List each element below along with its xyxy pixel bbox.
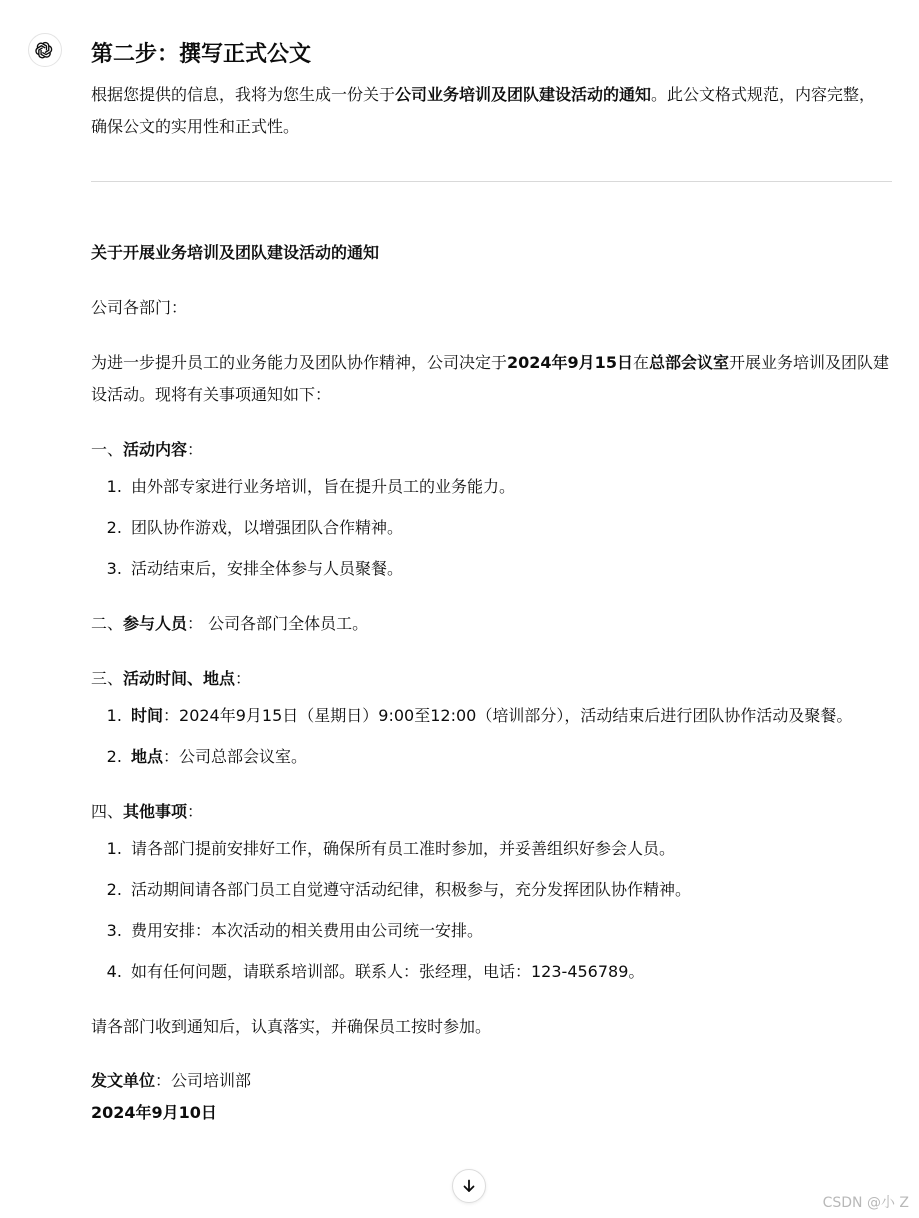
list-item: 2. 团队协作游戏，以增强团队合作精神。 bbox=[127, 512, 891, 544]
activity-content-list bbox=[91, 471, 891, 585]
list-item: 1. 由外部专家进行业务培训，旨在提升员工的业务能力。 bbox=[127, 471, 891, 503]
list-item: 4. 如有任何问题，请联系培训部。联系人：张经理，电话：123-456789。 bbox=[127, 956, 891, 988]
arrow-down-icon bbox=[461, 1178, 477, 1194]
divider bbox=[91, 181, 892, 182]
notice-issuer: 发文单位：公司培训部 bbox=[91, 1071, 252, 1090]
intro-suffix: 。此公文格式规范，内容完整，确保公文的实用性和正式性。 bbox=[91, 85, 876, 136]
notice-title: 关于开展业务培训及团队建设活动的通知 bbox=[91, 243, 380, 262]
list-item: 2. 地点：公司总部会议室。 bbox=[127, 741, 891, 773]
other-matters-list bbox=[91, 833, 891, 988]
list-item: 3. 费用安排：本次活动的相关费用由公司统一安排。 bbox=[127, 915, 891, 947]
watermark: CSDN @小 Z bbox=[822, 1195, 909, 1211]
section-participants: 二、参与人员： 公司各部门全体员工。 bbox=[91, 614, 369, 633]
assistant-message bbox=[91, 38, 891, 1129]
list-item: 1. 时间：2024年9月15日（星期日）9:00至12:00（培训部分），活动结束后进行团队协作活动及聚餐。 bbox=[127, 700, 891, 732]
section-activity-content-heading: 一、活动内容： bbox=[91, 440, 204, 459]
event-date-bold: 2024年9月15日 bbox=[507, 353, 633, 372]
list-item: 3. 活动结束后，安排全体参与人员聚餐。 bbox=[127, 553, 891, 585]
assistant-avatar bbox=[28, 33, 62, 67]
openai-logo-icon bbox=[35, 40, 55, 60]
notice-salutation: 公司各部门： bbox=[91, 298, 188, 317]
step-heading: 第二步：撰写正式公文 bbox=[91, 42, 312, 67]
time-place-list bbox=[91, 700, 891, 773]
notice-closing: 请各部门收到通知后，认真落实，并确保员工按时参加。 bbox=[91, 1017, 492, 1036]
scroll-to-bottom-button[interactable] bbox=[452, 1169, 486, 1203]
intro-paragraph bbox=[91, 79, 891, 143]
section-other-matters-heading: 四、其他事项： bbox=[91, 802, 204, 821]
list-item: 1. 请各部门提前安排好工作，确保所有员工准时参加，并妥善组织好参会人员。 bbox=[127, 833, 891, 865]
intro-bold-subject: 公司业务培训及团队建设活动的通知 bbox=[395, 85, 652, 104]
section-time-place-heading: 三、活动时间、地点： bbox=[91, 669, 252, 688]
notice-body-paragraph: 为进一步提升员工的业务能力及团队协作精神，公司决定于2024年9月15日在总部会议室开展业务培训及团队建设活动。现将有关事项通知如下： bbox=[91, 353, 889, 404]
notice-date: 2024年9月10日 bbox=[91, 1103, 217, 1122]
intro-prefix: 根据您提供的信息，我将为您生成一份关于 bbox=[91, 85, 396, 104]
event-place-bold: 总部会议室 bbox=[648, 353, 729, 372]
list-item: 2. 活动期间请各部门员工自觉遵守活动纪律，积极参与，充分发挥团队协作精神。 bbox=[127, 874, 891, 906]
